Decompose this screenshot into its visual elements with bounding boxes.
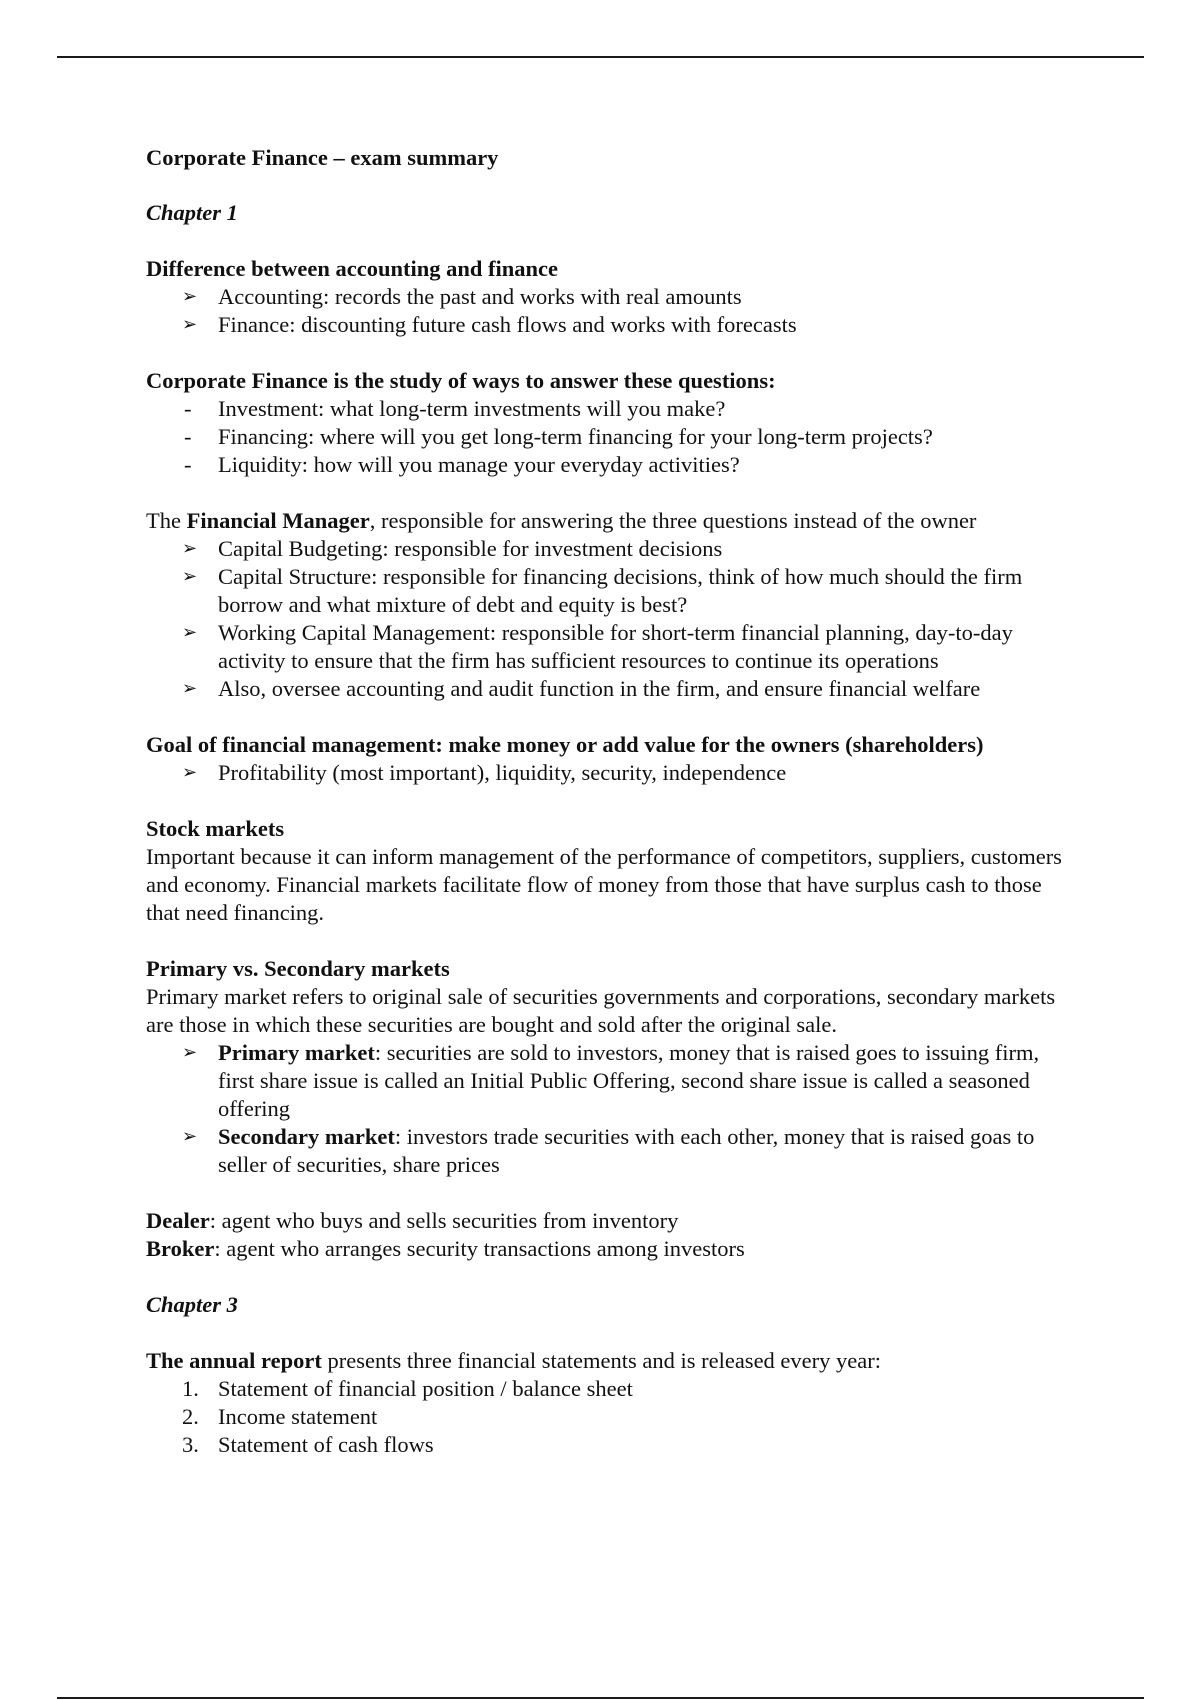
bullet-list	[146, 759, 1066, 787]
list-item-text: Profitability (most important), liquidity, security, independence	[218, 760, 787, 785]
section-dealer-broker	[146, 1207, 1066, 1263]
dash-bullet: -	[184, 396, 192, 421]
list-item-text	[218, 1124, 1034, 1177]
financial-manager-intro	[146, 507, 1066, 535]
arrow-bullet-icon: ➢	[182, 286, 198, 307]
list-item	[146, 535, 1066, 563]
list-number: 2.	[182, 1404, 199, 1429]
footer-rule	[57, 1697, 1144, 1699]
arrow-bullet-icon: ➢	[182, 1126, 198, 1147]
list-item	[146, 283, 1066, 311]
arrow-bullet-icon: ➢	[182, 762, 198, 783]
section-heading: Stock markets	[146, 816, 285, 841]
arrow-bullet-icon: ➢	[182, 566, 198, 587]
list-item	[146, 563, 1066, 619]
list-item-text: Statement of financial position / balance sheet	[218, 1376, 633, 1401]
chapter-1-heading: Chapter 1	[146, 200, 238, 225]
arrow-bullet-icon: ➢	[182, 678, 198, 699]
term-secondary-market: Secondary market	[218, 1124, 395, 1149]
list-item-text: Income statement	[218, 1404, 378, 1429]
list-item-text: Working Capital Management: responsible for short-term financial planning, day-to-day activity to ensure that the firm has sufficient resources to continue its operations	[218, 620, 1013, 673]
dash-list	[146, 395, 1066, 479]
list-item	[146, 1039, 1066, 1123]
list-item	[146, 423, 1066, 451]
list-item-text: Capital Budgeting: responsible for investment decisions	[218, 536, 723, 561]
header-rule	[57, 56, 1144, 58]
list-item-text: Statement of cash flows	[218, 1432, 434, 1457]
list-item	[146, 451, 1066, 479]
section-heading: Difference between accounting and finance	[146, 256, 559, 281]
list-item-text	[218, 1040, 1039, 1121]
list-item	[146, 311, 1066, 339]
list-item-text: Capital Structure: responsible for financing decisions, think of how much should the firm borrow and what mixture of debt and equity is best?	[218, 564, 1023, 617]
chapter-3-heading: Chapter 3	[146, 1292, 238, 1317]
section-paragraph: Important because it can inform management of the performance of competitors, suppliers, customers and economy. Financial markets facilitate flow of money from those that have surplus cash to those that need financing.	[146, 844, 1062, 925]
list-item	[146, 395, 1066, 423]
section-accounting-finance	[146, 255, 1066, 339]
section-goal	[146, 731, 1066, 787]
dealer-definition	[146, 1207, 1066, 1235]
section-stock-markets	[146, 815, 1066, 927]
term-definition: : investors trade securities with each other, money that is raised goas to seller of securities, share prices	[218, 1124, 1035, 1177]
bullet-list	[146, 535, 1066, 703]
list-item-text: Financing: where will you get long-term financing for your long-term projects?	[218, 424, 933, 449]
list-item-text: Accounting: records the past and works with real amounts	[218, 284, 742, 309]
term-primary-market: Primary market	[218, 1040, 375, 1065]
broker-definition	[146, 1235, 1066, 1263]
list-item-text: Liquidity: how will you manage your everyday activities?	[218, 452, 740, 477]
intro-rest: , responsible for answering the three questions instead of the owner	[369, 508, 977, 533]
list-item-text: Finance: discounting future cash flows and works with forecasts	[218, 312, 797, 337]
dash-bullet: -	[184, 424, 192, 449]
list-item	[146, 675, 1066, 703]
section-heading: Primary vs. Secondary markets	[146, 956, 450, 981]
term-broker: Broker	[146, 1236, 215, 1261]
arrow-bullet-icon: ➢	[182, 314, 198, 335]
intro-rest: presents three financial statements and is released every year:	[321, 1348, 881, 1373]
section-annual-report	[146, 1347, 1066, 1459]
term-dealer: Dealer	[146, 1208, 210, 1233]
document-page	[146, 144, 1066, 1487]
list-item	[146, 1123, 1066, 1179]
financial-manager-term: Financial Manager	[186, 508, 370, 533]
list-item-text: Also, oversee accounting and audit function in the firm, and ensure financial welfare	[218, 676, 981, 701]
dash-bullet: -	[184, 452, 192, 477]
annual-report-intro	[146, 1347, 1066, 1375]
term-definition: : agent who buys and sells securities from inventory	[209, 1208, 679, 1233]
section-corporate-finance-questions	[146, 367, 1066, 479]
arrow-bullet-icon: ➢	[182, 622, 198, 643]
arrow-bullet-icon: ➢	[182, 538, 198, 559]
list-item-text: Investment: what long-term investments will you make?	[218, 396, 726, 421]
term-definition: : securities are sold to investors, money that is raised goes to issuing firm, first share issue is called an Initial Public Offering, second share issue is called a seasoned offering	[218, 1040, 1040, 1121]
section-heading: Goal of financial management: make money or add value for the owners (shareholders)	[146, 732, 984, 757]
section-heading: Corporate Finance is the study of ways to answer these questions:	[146, 368, 776, 393]
list-item	[146, 759, 1066, 787]
term-definition: : agent who arranges security transactions among investors	[214, 1236, 745, 1261]
list-item	[146, 1431, 1066, 1459]
bullet-list	[146, 1039, 1066, 1179]
intro-prefix: The	[146, 508, 187, 533]
term-annual-report: The annual report	[146, 1348, 322, 1373]
section-financial-manager	[146, 507, 1066, 703]
numbered-list	[146, 1375, 1066, 1459]
list-number: 1.	[182, 1376, 199, 1401]
bullet-list	[146, 283, 1066, 339]
arrow-bullet-icon: ➢	[182, 1042, 198, 1063]
section-primary-secondary	[146, 955, 1066, 1179]
document-title: Corporate Finance – exam summary	[146, 145, 499, 170]
list-number: 3.	[182, 1432, 199, 1457]
list-item	[146, 1375, 1066, 1403]
section-paragraph: Primary market refers to original sale of securities governments and corporations, secondary markets are those in which these securities are bought and sold after the original sale.	[146, 984, 1056, 1037]
list-item	[146, 1403, 1066, 1431]
list-item	[146, 619, 1066, 675]
